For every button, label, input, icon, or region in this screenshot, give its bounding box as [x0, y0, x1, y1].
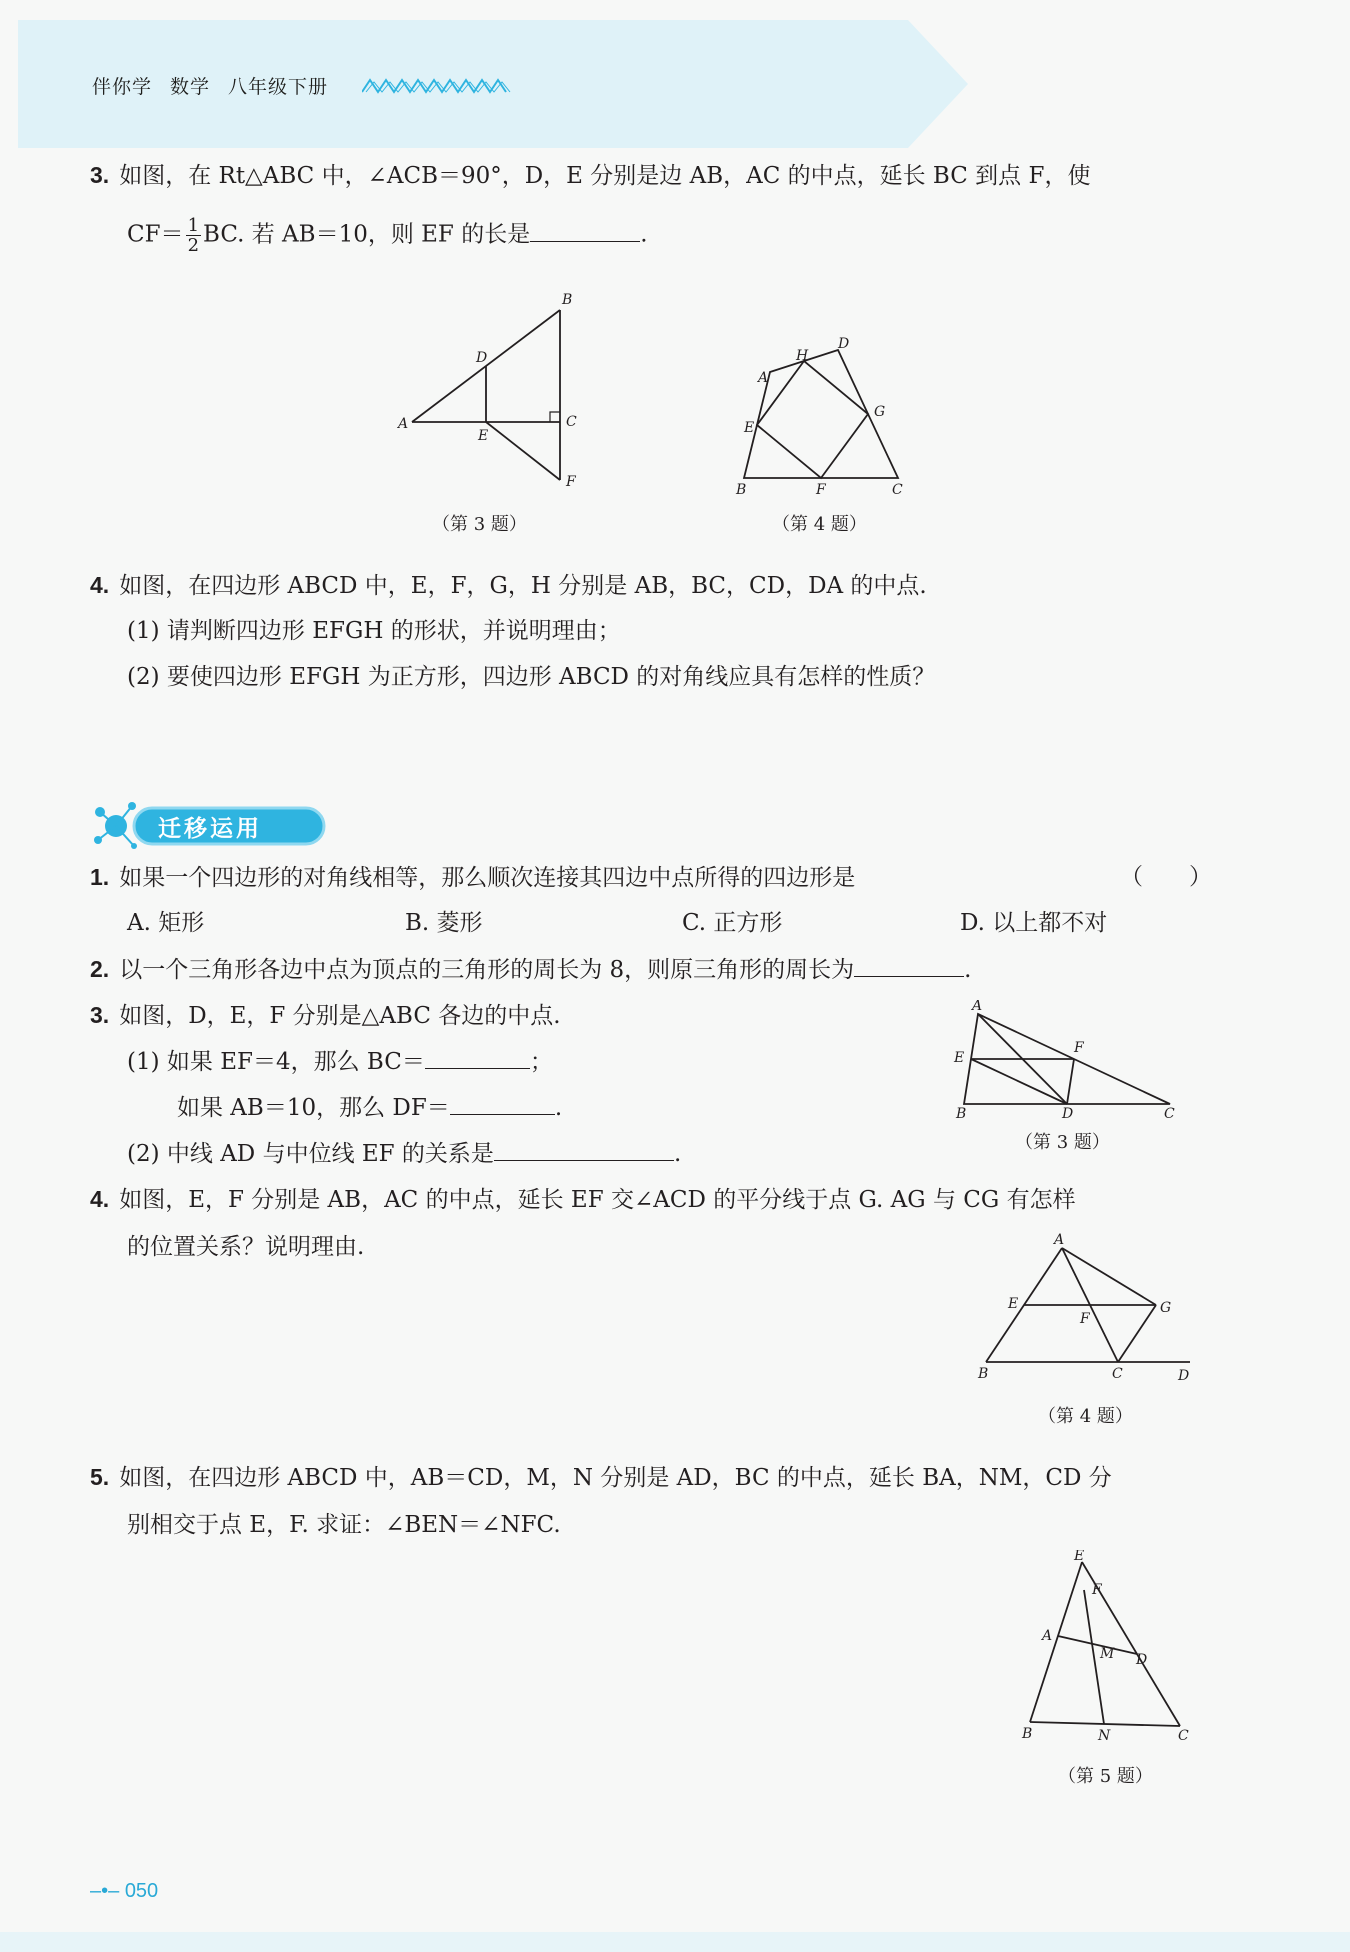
figure-label: D	[838, 336, 850, 352]
migrate-question-3-sub-2: (2) 中线 AD 与中位线 EF 的关系是 .	[127, 1138, 681, 1169]
figure-label: F	[1074, 1040, 1084, 1056]
figure-label: B	[562, 292, 573, 308]
header-subject: 数学	[170, 76, 211, 98]
option-b[interactable]: B. 菱形	[405, 910, 483, 936]
figure-4-quadrilateral	[730, 330, 920, 500]
figure-label: E	[1074, 1550, 1085, 1564]
section-title: 迁移运用	[158, 816, 262, 842]
answer-paren[interactable]: （ ）	[1120, 864, 1212, 890]
question-3-line-1	[90, 160, 1090, 191]
question-text: 以一个三角形各边中点为顶点的三角形的周长为 8，则原三角形的周长为	[119, 957, 855, 983]
figure-label: F	[1092, 1582, 1102, 1598]
figure-label: D	[1062, 1106, 1074, 1122]
migrate-question-5-line-2: 别相交于点 E，F. 求证：∠BEN＝∠NFC.	[127, 1512, 561, 1538]
question-text: CF＝	[127, 221, 184, 248]
figure-label: A	[398, 416, 409, 432]
option-a[interactable]: A. 矩形	[127, 910, 205, 936]
question-text: 如图，在 Rt△ABC 中，∠ACB＝90°，D，E 分别是边 AB，AC 的中点，延长 BC 到点 F，使	[119, 163, 1091, 189]
migrate-question-3	[90, 1000, 561, 1031]
figure-label: F	[1080, 1311, 1090, 1327]
migrate-question-4-line-2: 的位置关系？说明理由.	[127, 1234, 365, 1260]
question-number: 4.	[90, 572, 110, 598]
figure-label: D	[1136, 1652, 1148, 1668]
migrate-figure-3-triangle	[950, 1000, 1190, 1130]
migrate-question-1	[90, 862, 855, 893]
question-text: 如图，E，F 分别是 AB，AC 的中点，延长 EF 交∠ACD 的平分线于点 G. AG 与 CG 有怎样	[119, 1187, 1076, 1213]
figure-label: B	[1022, 1726, 1033, 1742]
figure-label: E	[478, 428, 489, 444]
question-number: 5.	[90, 1464, 110, 1490]
figure-label: C	[1164, 1106, 1175, 1122]
zigzag-decoration	[362, 76, 512, 96]
question-text: .	[640, 221, 648, 248]
migrate-figure-4-caption: （第 4 题）	[1038, 1406, 1133, 1427]
figure-label: F	[816, 482, 826, 498]
migrate-question-3-sub-1: (1) 如果 EF＝4，那么 BC＝ ；	[127, 1046, 553, 1077]
question-number: 3.	[90, 1002, 110, 1028]
migrate-question-4-line-1	[90, 1184, 1076, 1215]
question-4-line-1	[90, 570, 927, 601]
figure-label: C	[892, 482, 903, 498]
question-number: 4.	[90, 1186, 110, 1212]
figure-label: C	[1112, 1366, 1123, 1382]
figure-label: A	[1042, 1628, 1053, 1644]
migrate-figure-3-caption: （第 3 题）	[1015, 1132, 1110, 1153]
figure-label: D	[476, 350, 488, 366]
figure-label: G	[1160, 1300, 1172, 1316]
question-number: 2.	[90, 956, 110, 982]
header-title	[92, 72, 346, 99]
figure-label: C	[566, 414, 577, 430]
question-4-sub-1: (1) 请判断四边形 EFGH 的形状，并说明理由；	[127, 618, 621, 644]
figure-4-caption: （第 4 题）	[772, 514, 867, 535]
question-text: 如图，在四边形 ABCD 中，AB＝CD，M，N 分别是 AD，BC 的中点，延长 BA，NM，CD 分	[119, 1465, 1112, 1491]
figure-label: E	[1008, 1296, 1019, 1312]
question-text: 如图，D，E，F 分别是△ABC 各边的中点.	[119, 1003, 561, 1029]
option-c[interactable]: C. 正方形	[682, 910, 783, 936]
answer-blank[interactable]	[854, 954, 964, 977]
migrate-question-2: 2. 以一个三角形各边中点为顶点的三角形的周长为 8，则原三角形的周长为 .	[90, 956, 972, 983]
migrate-question-3-sub-1b: 如果 AB＝10，那么 DF＝ .	[177, 1092, 562, 1123]
header-brand: 伴你学	[92, 76, 153, 98]
figure-label: C	[1178, 1728, 1189, 1744]
question-number: 1.	[90, 864, 110, 890]
option-d[interactable]: D. 以上都不对	[960, 910, 1108, 936]
header-grade: 八年级下册	[228, 76, 329, 98]
figure-label: G	[874, 404, 886, 420]
figure-label: B	[978, 1366, 989, 1382]
page-number-arrow-icon: ‒•‒	[90, 1880, 125, 1902]
page-number: ‒•‒ 050	[90, 1880, 159, 1902]
question-number: 3.	[90, 162, 110, 188]
answer-blank[interactable]	[450, 1092, 555, 1115]
fraction-one-half: $\frac{1}{2}$	[187, 215, 200, 256]
figure-label: N	[1098, 1728, 1111, 1744]
figure-3-triangle	[390, 290, 610, 500]
figure-label: A	[972, 1000, 983, 1014]
figure-label: B	[956, 1106, 967, 1122]
figure-label: E	[744, 420, 755, 436]
question-4-sub-2: (2) 要使四边形 EFGH 为正方形，四边形 ABCD 的对角线应具有怎样的性质？	[127, 664, 936, 690]
figure-3-caption: （第 3 题）	[432, 514, 527, 535]
figure-label: M	[1100, 1646, 1115, 1662]
figure-label: B	[736, 482, 747, 498]
answer-blank[interactable]	[494, 1138, 674, 1161]
figure-label: E	[954, 1050, 965, 1066]
figure-label: D	[1178, 1368, 1190, 1384]
figure-label: H	[796, 348, 809, 364]
question-text: 如图，在四边形 ABCD 中，E，F，G，H 分别是 AB，BC，CD，DA 的中点.	[119, 573, 927, 599]
migrate-question-5-line-1	[90, 1462, 1112, 1493]
answer-blank[interactable]	[530, 219, 640, 242]
migrate-figure-5-quadrilateral	[1010, 1550, 1210, 1750]
figure-label: A	[758, 370, 769, 386]
footer-band	[0, 1932, 1350, 1952]
figure-label: F	[566, 474, 576, 490]
question-text: BC. 若 AB＝10，则 EF 的长是	[203, 221, 531, 248]
migrate-figure-5-caption: （第 5 题）	[1058, 1766, 1153, 1787]
question-text: 如果一个四边形的对角线相等，那么顺次连接其四边中点所得的四边形是	[119, 865, 856, 891]
migrate-figure-4-triangle	[970, 1230, 1200, 1390]
answer-blank[interactable]	[425, 1046, 530, 1069]
figure-label: A	[1054, 1232, 1065, 1248]
question-3-line-2	[127, 216, 648, 255]
